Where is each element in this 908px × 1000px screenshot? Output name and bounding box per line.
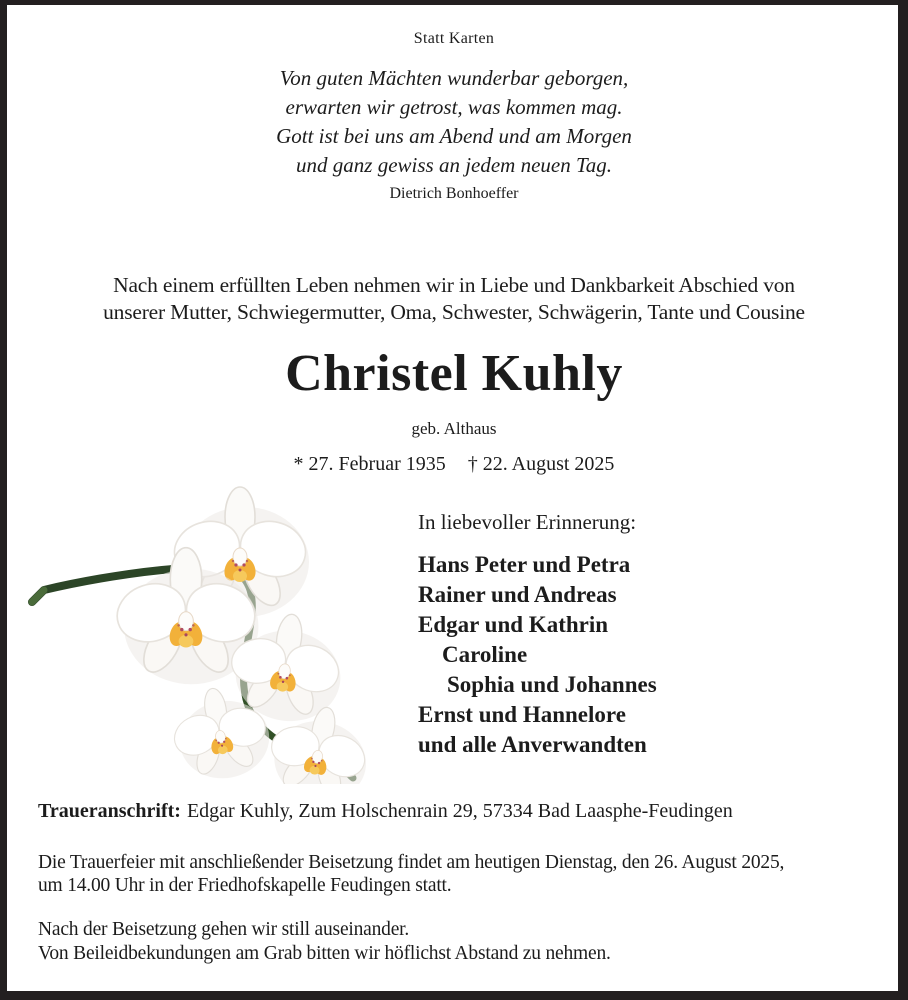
mourner-name: und alle Anverwandten [418, 732, 647, 757]
memorial-section [418, 509, 657, 760]
mourner-name: Sophia und Johannes [447, 672, 657, 697]
poem-line: erwarten wir getrost, was kommen mag. [285, 95, 623, 119]
intro-line: Nach einem erfüllten Leben nehmen wir in Liebe und Dankbarkeit Abschied von [113, 273, 795, 297]
white-orchid-branch-image [22, 472, 407, 784]
mourning-address-value: Edgar Kuhly, Zum Holschenrain 29, 57334 Bad Laasphe-Feudingen [186, 800, 733, 822]
poem-line: Von guten Mächten wunderbar geborgen, [279, 66, 629, 90]
birth-date: * 27. Februar 1935 [293, 453, 446, 475]
poem-line: Gott ist bei uns am Abend und am Morgen [276, 124, 632, 148]
service-line: um 14.00 Uhr in der Friedhofskapelle Feudingen statt. [38, 875, 452, 896]
memorial-names-list [418, 550, 657, 760]
mourner-name: Ernst und Hannelore [418, 702, 626, 727]
poem [0, 64, 908, 180]
mourner-name: Hans Peter und Petra [418, 552, 631, 577]
mourner-name: Caroline [442, 642, 528, 667]
closing-line: Von Beileidbekundungen am Grab bitten wir höflichst Abstand zu nehmen. [38, 943, 611, 964]
mourner-name: Rainer und Andreas [418, 582, 617, 607]
service-line: Die Trauerfeier mit anschließender Beisetzung findet am heutigen Dienstag, den 26. August 2025, [38, 852, 785, 873]
deceased-name: Christel Kuhly [285, 345, 623, 402]
orchid-photo [22, 472, 407, 784]
funeral-service-info [38, 851, 784, 897]
poem-author: Dietrich Bonhoeffer [389, 185, 519, 202]
mourning-address [38, 800, 733, 823]
intro-line: unserer Mutter, Schwiegermutter, Oma, Schwester, Schwägerin, Tante und Cousine [103, 300, 805, 324]
statt-karten-text: Statt Karten [413, 30, 495, 47]
poem-line: und ganz gewiss an jedem neuen Tag. [296, 153, 612, 177]
mourner-name: Edgar und Kathrin [418, 612, 609, 637]
closing-line: Nach der Beisetzung gehen wir still auseinander. [38, 919, 410, 940]
birth-name: geb. Althaus [411, 419, 497, 438]
death-date: † 22. August 2025 [467, 453, 615, 475]
mourning-address-label: Traueranschrift: [38, 800, 181, 822]
closing-remarks [38, 918, 611, 966]
memorial-heading: In liebevoller Erinnerung: [418, 510, 637, 534]
announcement-intro [0, 272, 908, 326]
